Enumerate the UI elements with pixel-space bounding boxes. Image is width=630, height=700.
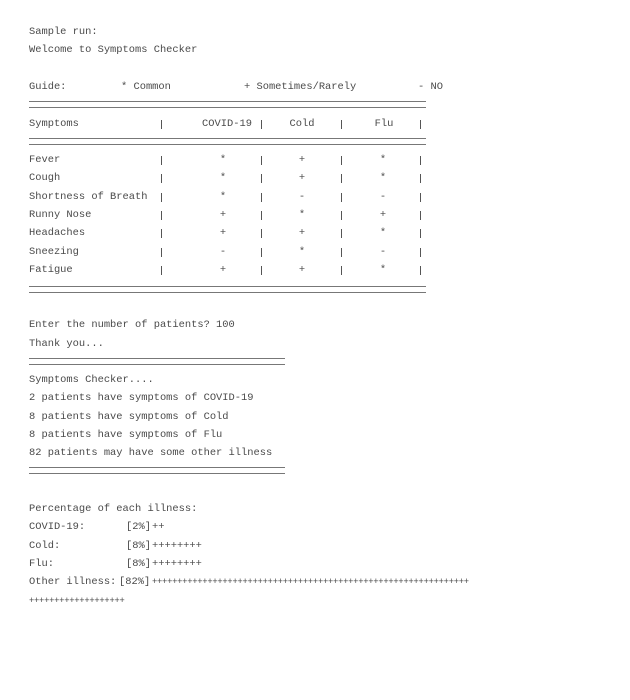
flu-cell: * (379, 172, 387, 184)
cold-cell: * (298, 246, 306, 258)
pipe (420, 248, 421, 257)
pipe (261, 248, 262, 257)
symptom-cell: Shortness of Breath (29, 191, 148, 203)
pipe (341, 229, 342, 238)
intro-line: Sample run: (29, 26, 98, 38)
symptom-cell: Headaches (29, 227, 86, 239)
checker-divider (29, 467, 285, 474)
pipe (420, 156, 421, 165)
symptom-cell: Fatigue (29, 264, 73, 276)
pipe (161, 248, 162, 257)
pipe (261, 229, 262, 238)
pipe (161, 120, 162, 129)
illness-label: COVID-19: (29, 521, 86, 533)
flu-cell: * (379, 227, 387, 239)
covid-cell: * (219, 172, 227, 184)
patient-count-prompt: Enter the number of patients? 100 (29, 319, 235, 331)
cold-cell: + (298, 154, 306, 166)
cold-cell: + (298, 172, 306, 184)
flu-cell: - (379, 191, 387, 203)
pipe (261, 120, 262, 129)
thank-you-line: Thank you... (29, 338, 104, 350)
cold-cell: - (298, 191, 306, 203)
pipe (420, 211, 421, 220)
header-cold: Cold (289, 118, 315, 130)
illness-bar: ++ (152, 521, 165, 533)
covid-cell: + (219, 227, 227, 239)
illness-percent: [8%] (126, 540, 151, 552)
percentage-title: Percentage of each illness: (29, 503, 198, 515)
pipe (261, 211, 262, 220)
flu-cell: + (379, 209, 387, 221)
pipe (161, 174, 162, 183)
result-line: 2 patients have symptoms of COVID-19 (29, 392, 254, 404)
pipe (341, 248, 342, 257)
pipe (420, 193, 421, 202)
result-line: 8 patients have symptoms of Flu (29, 429, 223, 441)
pipe (161, 229, 162, 238)
result-line: 8 patients have symptoms of Cold (29, 411, 229, 423)
illness-percent: [2%] (126, 521, 151, 533)
pipe (341, 120, 342, 129)
pipe (341, 266, 342, 275)
pipe (420, 174, 421, 183)
illness-bar: +++++++++++++++++++++++++++++++++++++++++++++++++++++++++++++++ (152, 577, 469, 587)
flu-cell: * (379, 264, 387, 276)
cold-cell: * (298, 209, 306, 221)
covid-cell: + (219, 209, 227, 221)
guide-no: - NO (418, 81, 443, 93)
covid-cell: * (219, 154, 227, 166)
pipe (341, 211, 342, 220)
illness-label: Cold: (29, 540, 61, 552)
pipe (341, 156, 342, 165)
illness-bar: ++++++++ (152, 558, 202, 570)
covid-cell: * (219, 191, 227, 203)
pipe (161, 193, 162, 202)
illness-bar: ++++++++ (152, 540, 202, 552)
checker-title: Symptoms Checker.... (29, 374, 154, 386)
header-symptoms: Symptoms (29, 118, 79, 130)
checker-divider (29, 358, 285, 365)
header-flu: Flu (374, 118, 394, 130)
symptom-cell: Runny Nose (29, 209, 92, 221)
pipe (261, 174, 262, 183)
guide-common: * Common (121, 81, 171, 93)
flu-cell: - (379, 246, 387, 258)
pipe (420, 120, 421, 129)
header-covid: COVID-19 (202, 118, 252, 130)
illness-percent: [8%] (126, 558, 151, 570)
welcome-line: Welcome to Symptoms Checker (29, 44, 198, 56)
covid-cell: - (219, 246, 227, 258)
pipe (261, 266, 262, 275)
result-line: 82 patients may have some other illness (29, 447, 273, 459)
symptom-cell: Cough (29, 172, 61, 184)
pipe (420, 229, 421, 238)
symptom-cell: Sneezing (29, 246, 79, 258)
pipe (161, 266, 162, 275)
pipe (261, 193, 262, 202)
illness-label: Flu: (29, 558, 54, 570)
pipe (261, 156, 262, 165)
flu-cell: * (379, 154, 387, 166)
pipe (161, 211, 162, 220)
guide-label: Guide: (29, 81, 67, 93)
cold-cell: + (298, 227, 306, 239)
table-divider (29, 101, 426, 108)
covid-cell: + (219, 264, 227, 276)
table-divider (29, 138, 426, 145)
illness-percent: [82%] (119, 576, 151, 588)
guide-sometimes: + Sometimes/Rarely (244, 81, 357, 93)
illness-bar-overflow: +++++++++++++++++++ (29, 596, 125, 606)
pipe (341, 174, 342, 183)
symptom-cell: Fever (29, 154, 61, 166)
cold-cell: + (298, 264, 306, 276)
pipe (341, 193, 342, 202)
table-divider (29, 286, 426, 293)
pipe (161, 156, 162, 165)
pipe (420, 266, 421, 275)
illness-label: Other illness: (29, 576, 117, 588)
